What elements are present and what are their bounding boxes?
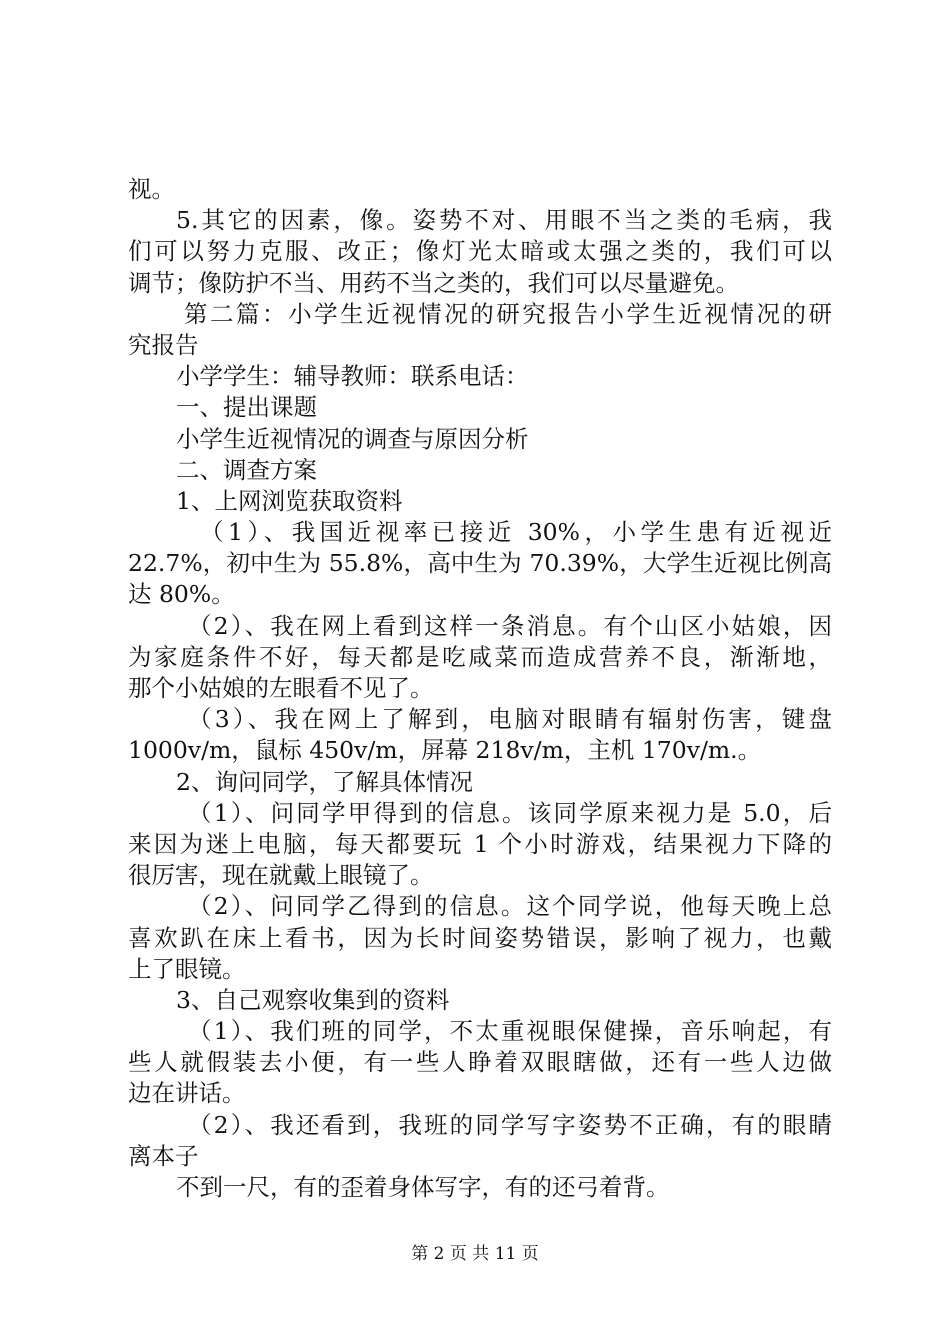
text-line: 22.7%，初中生为 55.8%，高中生为 70.39%，大学生近视比例高 [128, 549, 832, 578]
text-line: 3、自己观察收集到的资料 [176, 985, 450, 1014]
text-line: （2）、我还看到，我班的同学写字姿势不正确，有的眼睛 [188, 1110, 832, 1139]
text-line: 那个小姑娘的左眼看不见了。 [128, 674, 434, 702]
document-body [128, 174, 832, 1203]
text-line: （1）、问同学甲得到的信息。该同学原来视力是 5.0，后 [188, 798, 832, 827]
text-line: 第二篇：小学生近视情况的研究报告小学生近视情况的研 [184, 299, 832, 328]
text-line: 为家庭条件不好，每天都是吃咸菜而造成营养不良，渐渐地， [128, 642, 832, 671]
text-line: 边在讲话。 [128, 1079, 246, 1108]
text-line: 二、调查方案 [176, 455, 317, 484]
text-line: （1）、我们班的同学，不太重视眼保健操，音乐响起，有 [188, 1017, 832, 1046]
text-line: （2）、问同学乙得到的信息。这个同学说，他每天晚上总 [188, 892, 832, 921]
text-line: 小学学生：辅导教师：联系电话： [176, 362, 529, 391]
text-line: （3）、我在网上了解到，电脑对眼睛有辐射伤害，键盘 [188, 705, 832, 734]
text-line: 达 80%。 [128, 580, 235, 609]
text-line: 究报告 [128, 330, 199, 359]
text-line: 小学生近视情况的调查与原因分析 [176, 424, 529, 453]
text-line: 来因为迷上电脑，每天都要玩 1 个小时游戏，结果视力下降的 [128, 829, 832, 858]
page-footer: 第 2 页 共 11 页 [411, 1244, 539, 1264]
text-line: 5.其它的因素，像。姿势不对、用眼不当之类的毛病，我 [176, 206, 832, 235]
text-line: 离本子 [128, 1141, 199, 1170]
text-line: 调节；像防护不当、用药不当之类的，我们可以尽量避免。 [128, 268, 739, 297]
text-line: 们可以努力克服、改正；像灯光太暗或太强之类的，我们可以 [128, 237, 832, 266]
text-line: 喜欢趴在床上看书，因为长时间姿势错误，影响了视力，也戴 [128, 923, 832, 952]
text-line: 视。 [128, 175, 175, 203]
text-line: 不到一尺，有的歪着身体写字，有的还弓着背。 [176, 1173, 670, 1201]
text-line: （1）、我国近视率已接近 30%，小学生患有近视近 [200, 518, 832, 547]
text-line: 2、询问同学，了解具体情况 [176, 767, 473, 796]
text-line: 些人就假装去小便，有一些人睁着双眼瞎做，还有一些人边做 [128, 1048, 832, 1077]
text-line: 很厉害，现在就戴上眼镜了。 [128, 861, 434, 890]
text-line: （2）、我在网上看到这样一条消息。有个山区小姑娘，因 [188, 611, 832, 640]
text-line: 1000v/m，鼠标 450v/m，屏幕 218v/m，主机 170v/m.。 [128, 736, 762, 765]
text-line: 1、上网浏览获取资料 [176, 486, 403, 515]
text-line: 一、提出课题 [176, 393, 317, 422]
text-line: 上了眼镜。 [128, 954, 246, 983]
